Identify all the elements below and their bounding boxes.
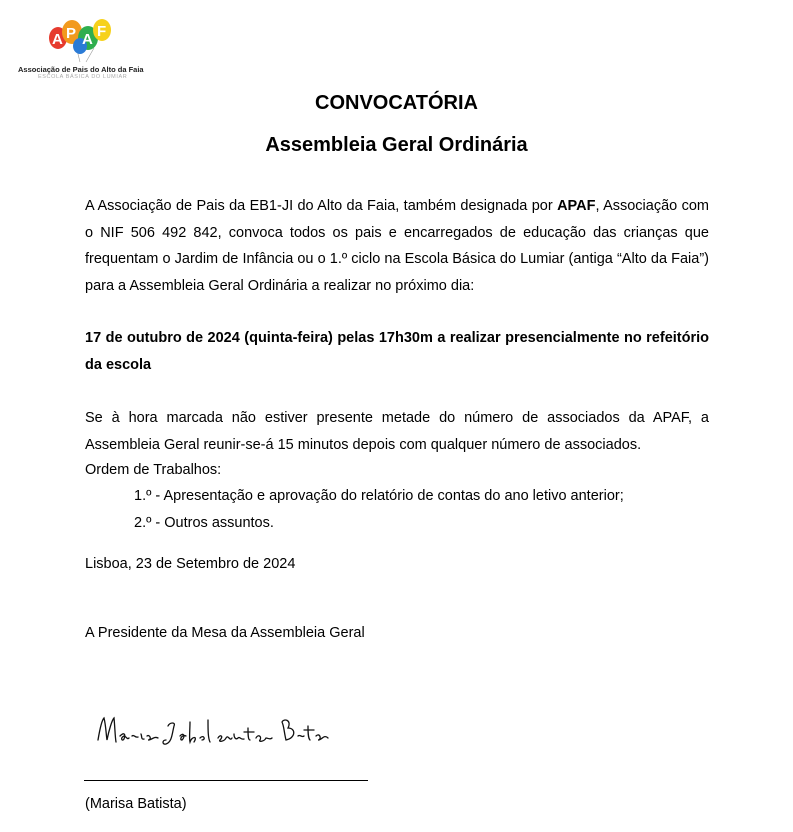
svg-text:A: A xyxy=(82,31,93,48)
handwritten-signature xyxy=(94,712,334,752)
svg-text:P: P xyxy=(66,25,77,42)
balloon-logo-icon xyxy=(46,14,122,64)
logo-name: Associação de Pais do Alto da Faia xyxy=(18,65,144,74)
document-subtitle: Assembleia Geral Ordinária xyxy=(265,134,528,156)
apaf-logo xyxy=(14,14,154,84)
intro-apaf-bold: APAF xyxy=(557,198,596,214)
quorum-paragraph: Se à hora marcada não estiver presente metade do número de associados da APAF, a Assembleia Geral reunir-se-á 15 minutos depois com qualquer número de associados. xyxy=(85,410,709,453)
document-date: Lisboa, 23 de Setembro de 2024 xyxy=(85,556,296,572)
signatory-role: A Presidente da Mesa da Assembleia Geral xyxy=(85,625,365,641)
document-title: CONVOCATÓRIA xyxy=(315,92,478,114)
logo-subtitle: ESCOLA BÁSICA DO LUMIAR xyxy=(38,74,128,80)
signature-line xyxy=(84,780,368,781)
svg-text:F: F xyxy=(97,23,107,40)
meeting-details: 17 de outubro de 2024 (quinta-feira) pelas 17h30m a realizar presencialmente no refeitório da escola xyxy=(85,330,709,373)
agenda-item: 2.º - Outros assuntos. xyxy=(134,515,274,531)
intro-text-start: A Associação de Pais da EB1-JI do Alto da Faia, também designada por xyxy=(85,198,558,214)
svg-text:A: A xyxy=(52,31,63,48)
signatory-name: (Marisa Batista) xyxy=(85,796,187,812)
agenda-item: 1.º - Apresentação e aprovação do relatório de contas do ano letivo anterior; xyxy=(134,488,624,504)
agenda-heading: Ordem de Trabalhos: xyxy=(85,462,222,478)
intro-text-end: , Associação com o NIF 506 492 842, convoca todos os pais e encarregados de educação das crianças que frequentam o Jardim de Infância ou o 1.º ciclo na Escola Básica do Lumiar (antiga “Alto da Faia”) para a Assembleia Geral Ordinária a realizar no próximo dia: xyxy=(85,198,709,294)
intro-paragraph xyxy=(85,193,709,299)
